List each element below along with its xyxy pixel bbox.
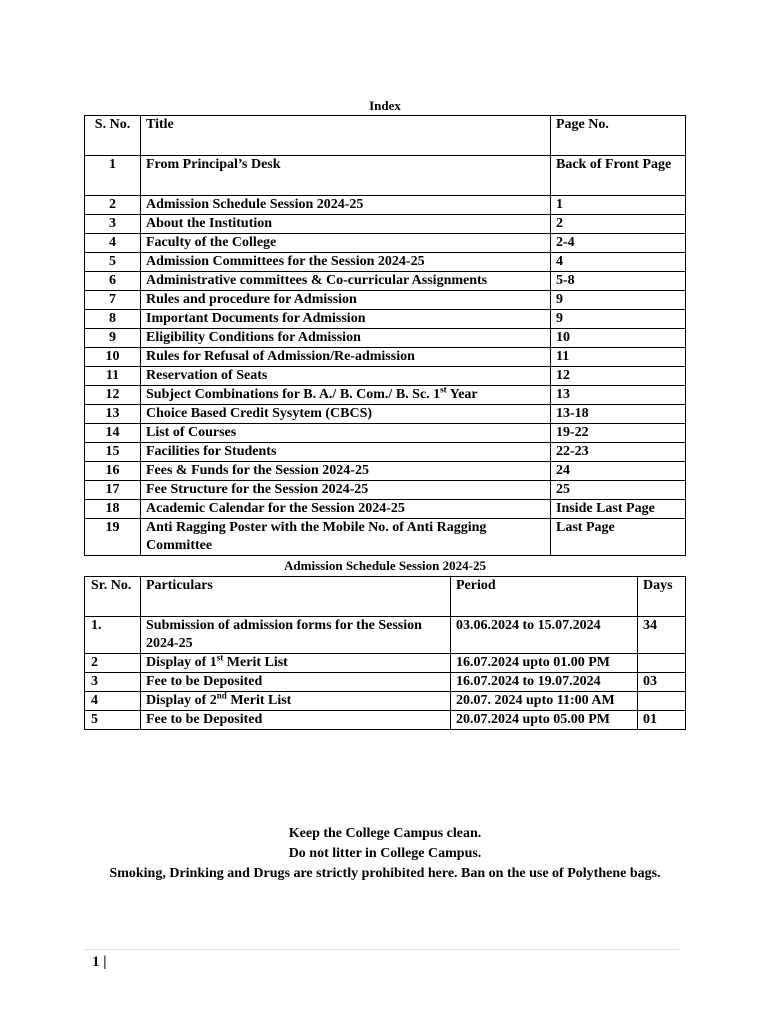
- row-title-text: From Principal’s Desk: [146, 157, 281, 172]
- table-row: [85, 156, 686, 196]
- schedule-heading: Admission Schedule Session 2024-25: [284, 558, 486, 573]
- row-title-text: Choice Based Credit Sysytem (CBCS): [146, 406, 373, 421]
- table-row: [85, 196, 686, 215]
- row-sno: 2: [85, 196, 141, 215]
- row-title-text: Anti Ragging Poster with the Mobile No. of Anti Ragging Committee: [146, 520, 487, 553]
- notice-line: Smoking, Drinking and Drugs are strictly prohibited here. Ban on the use of Polythene bags.: [109, 866, 661, 881]
- schedule-header-sno: Sr. No.: [85, 577, 141, 617]
- row-sno: 5: [85, 711, 141, 730]
- table-row: [85, 500, 686, 519]
- row-page: 25: [551, 481, 686, 500]
- row-page: 12: [551, 367, 686, 386]
- row-days: [638, 692, 686, 711]
- row-page: 2: [551, 215, 686, 234]
- row-sno: 4: [85, 234, 141, 253]
- row-title-text: List of Courses: [146, 425, 237, 440]
- row-sno: 9: [85, 329, 141, 348]
- row-title-text: Fees & Funds for the Session 2024-25: [146, 463, 369, 478]
- row-sno: 8: [85, 310, 141, 329]
- footer-divider: [84, 949, 679, 950]
- schedule-header-days: Days: [638, 577, 686, 617]
- index-table: [84, 115, 686, 556]
- row-title: [141, 519, 551, 556]
- row-particulars: [141, 673, 451, 692]
- schedule-header-period: Period: [451, 577, 638, 617]
- row-page: 9: [551, 291, 686, 310]
- schedule-header-row: [85, 577, 686, 617]
- table-row: [85, 711, 686, 730]
- table-row: [85, 310, 686, 329]
- row-page: 22-23: [551, 443, 686, 462]
- index-header-title: Title: [141, 116, 551, 156]
- row-title: [141, 156, 551, 196]
- row-sno: 11: [85, 367, 141, 386]
- row-sno: 18: [85, 500, 141, 519]
- row-particulars: [141, 711, 451, 730]
- table-row: [85, 348, 686, 367]
- index-header-row: [85, 116, 686, 156]
- row-title-text: Subject Combinations for B. A./ B. Com./ B. Sc. 1: [146, 387, 441, 402]
- table-row: [85, 272, 686, 291]
- table-row: [85, 692, 686, 711]
- row-title-text: Admission Committees for the Session 2024-25: [146, 254, 425, 269]
- table-row: [85, 367, 686, 386]
- row-title: [141, 253, 551, 272]
- page-number: 1 |: [92, 954, 107, 970]
- row-particulars-text: Fee to be Deposited: [146, 674, 263, 689]
- table-row: [85, 424, 686, 443]
- table-row: [85, 329, 686, 348]
- row-title: [141, 443, 551, 462]
- row-title-text: Reservation of Seats: [146, 368, 268, 383]
- index-header-sno: S. No.: [85, 116, 141, 156]
- row-title: [141, 196, 551, 215]
- row-particulars: [141, 654, 451, 673]
- row-page: 11: [551, 348, 686, 367]
- index-heading: Index: [369, 98, 401, 113]
- row-title-text: Academic Calendar for the Session 2024-25: [146, 501, 405, 516]
- row-title-text: Administrative committees & Co-curricular Assignments: [146, 273, 488, 288]
- row-title: [141, 215, 551, 234]
- row-particulars-text: Display of 2: [146, 693, 217, 708]
- row-title: [141, 329, 551, 348]
- row-sno: 7: [85, 291, 141, 310]
- row-period: 03.06.2024 to 15.07.2024: [451, 617, 638, 654]
- table-row: [85, 405, 686, 424]
- row-sno: 19: [85, 519, 141, 556]
- index-header-page: Page No.: [551, 116, 686, 156]
- row-sno: 1: [85, 156, 141, 196]
- row-page: 10: [551, 329, 686, 348]
- row-period: 16.07.2024 to 19.07.2024: [451, 673, 638, 692]
- table-row: [85, 386, 686, 405]
- row-title: [141, 500, 551, 519]
- row-title: [141, 386, 551, 405]
- row-sno: 5: [85, 253, 141, 272]
- table-row: [85, 519, 686, 556]
- row-particulars-text: Fee to be Deposited: [146, 712, 263, 727]
- row-sno: 16: [85, 462, 141, 481]
- row-title: [141, 367, 551, 386]
- table-row: [85, 215, 686, 234]
- row-title-text: Facilities for Students: [146, 444, 277, 459]
- table-row: [85, 654, 686, 673]
- row-page: 5-8: [551, 272, 686, 291]
- row-days: 01: [638, 711, 686, 730]
- row-title-superscript: st: [440, 384, 447, 395]
- row-period: 20.07.2024 upto 05.00 PM: [451, 711, 638, 730]
- row-sno: 6: [85, 272, 141, 291]
- row-particulars-text: Display of 1: [146, 655, 217, 670]
- table-row: [85, 291, 686, 310]
- notices: [0, 824, 770, 884]
- row-page: Inside Last Page: [551, 500, 686, 519]
- row-sno: 2: [85, 654, 141, 673]
- row-title: [141, 348, 551, 367]
- row-particulars-superscript: st: [216, 652, 224, 663]
- row-sno: 3: [85, 215, 141, 234]
- row-page: 13-18: [551, 405, 686, 424]
- notice-line: Do not litter in College Campus.: [288, 846, 482, 861]
- row-title: [141, 291, 551, 310]
- row-days: 34: [638, 617, 686, 654]
- row-page: 1: [551, 196, 686, 215]
- row-particulars-text-after: Merit List: [223, 655, 288, 670]
- row-title-text-after: Year: [446, 387, 478, 402]
- schedule-table: [84, 576, 686, 730]
- row-title: [141, 310, 551, 329]
- row-page: 19-22: [551, 424, 686, 443]
- row-title-text: Rules and procedure for Admission: [146, 292, 357, 307]
- row-period: 20.07. 2024 upto 11:00 AM: [451, 692, 638, 711]
- row-title: [141, 481, 551, 500]
- table-row: [85, 234, 686, 253]
- table-row: [85, 617, 686, 654]
- schedule-header-particulars: Particulars: [141, 577, 451, 617]
- row-title-text: About the Institution: [146, 216, 273, 231]
- row-title-text: Rules for Refusal of Admission/Re-admission: [146, 349, 415, 364]
- row-page: 2-4: [551, 234, 686, 253]
- table-row: [85, 253, 686, 272]
- row-sno: 14: [85, 424, 141, 443]
- row-particulars: [141, 617, 451, 654]
- row-title: [141, 234, 551, 253]
- row-sno: 15: [85, 443, 141, 462]
- table-row: [85, 673, 686, 692]
- row-sno: 3: [85, 673, 141, 692]
- row-title: [141, 272, 551, 291]
- row-title: [141, 424, 551, 443]
- row-title: [141, 405, 551, 424]
- row-days: 03: [638, 673, 686, 692]
- table-row: [85, 462, 686, 481]
- row-page: 9: [551, 310, 686, 329]
- row-page: 13: [551, 386, 686, 405]
- row-particulars-text: Submission of admission forms for the Session 2024-25: [146, 618, 422, 651]
- row-sno: 1.: [85, 617, 141, 654]
- row-title-text: Fee Structure for the Session 2024-25: [146, 482, 369, 497]
- row-page: Last Page: [551, 519, 686, 556]
- row-title-text: Important Documents for Admission: [146, 311, 366, 326]
- row-sno: 4: [85, 692, 141, 711]
- row-sno: 10: [85, 348, 141, 367]
- row-title-text: Admission Schedule Session 2024-25: [146, 197, 364, 212]
- row-title: [141, 462, 551, 481]
- row-sno: 12: [85, 386, 141, 405]
- row-sno: 17: [85, 481, 141, 500]
- notice-line: Keep the College Campus clean.: [288, 826, 482, 841]
- row-page: 4: [551, 253, 686, 272]
- row-period: 16.07.2024 upto 01.00 PM: [451, 654, 638, 673]
- row-title-text: Eligibility Conditions for Admission: [146, 330, 361, 345]
- row-page: 24: [551, 462, 686, 481]
- row-days: [638, 654, 686, 673]
- row-title-text: Faculty of the College: [146, 235, 277, 250]
- row-particulars: [141, 692, 451, 711]
- row-particulars-superscript: nd: [216, 690, 227, 701]
- row-sno: 13: [85, 405, 141, 424]
- row-particulars-text-after: Merit List: [226, 693, 292, 708]
- table-row: [85, 481, 686, 500]
- row-page: Back of Front Page: [551, 156, 686, 196]
- table-row: [85, 443, 686, 462]
